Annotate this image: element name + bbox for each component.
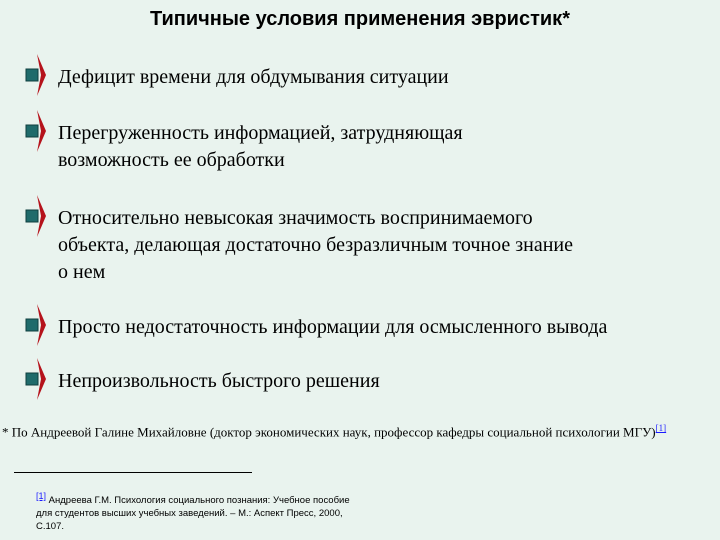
footnote-author bbox=[2, 420, 666, 440]
bullet-text-1: Дефицит времени для обдумывания ситуации bbox=[58, 66, 449, 88]
arrow-square-bullet-icon bbox=[24, 193, 48, 239]
reference-note bbox=[36, 490, 356, 533]
reference-text: Андреева Г.М. Психология социального познания: Учебное пособие для студентов высших учебных заведений. – М.: Аспект Пресс, 2000, С.107. bbox=[36, 495, 350, 533]
arrow-square-bullet-icon bbox=[24, 356, 48, 402]
bullet-text-3: Относительно невысокая значимость воспринимаемого объекта, делающая достаточно безразличным точное знание о нем bbox=[58, 207, 574, 283]
bullet-item-2 bbox=[24, 120, 718, 174]
bullet-text-4: Просто недостаточность информации для осмысленного вывода bbox=[58, 316, 608, 338]
arrow-square-bullet-icon bbox=[24, 52, 48, 98]
arrow-square-bullet-icon bbox=[24, 302, 48, 348]
bullet-item-1 bbox=[24, 64, 718, 98]
footnote-divider bbox=[14, 472, 252, 473]
footnote-text: * По Андреевой Галине Михайловне (доктор экономических наук, профессор кафедры социальной психологии МГУ) bbox=[2, 424, 656, 440]
arrow-square-bullet-icon bbox=[24, 108, 48, 154]
bullet-item-4 bbox=[24, 314, 718, 348]
bullet-text-5: Непроизвольность быстрого решения bbox=[58, 370, 380, 392]
slide-title: Типичные условия применения эвристик* bbox=[150, 8, 570, 30]
footnote-ref-link[interactable]: [1] bbox=[655, 423, 667, 433]
bullet-item-5 bbox=[24, 368, 718, 402]
reference-marker: [1] bbox=[36, 491, 47, 501]
bullet-text-2: Перегруженность информацией, затрудняющая возможность ее обработки bbox=[58, 122, 463, 171]
bullet-item-3 bbox=[24, 205, 718, 286]
